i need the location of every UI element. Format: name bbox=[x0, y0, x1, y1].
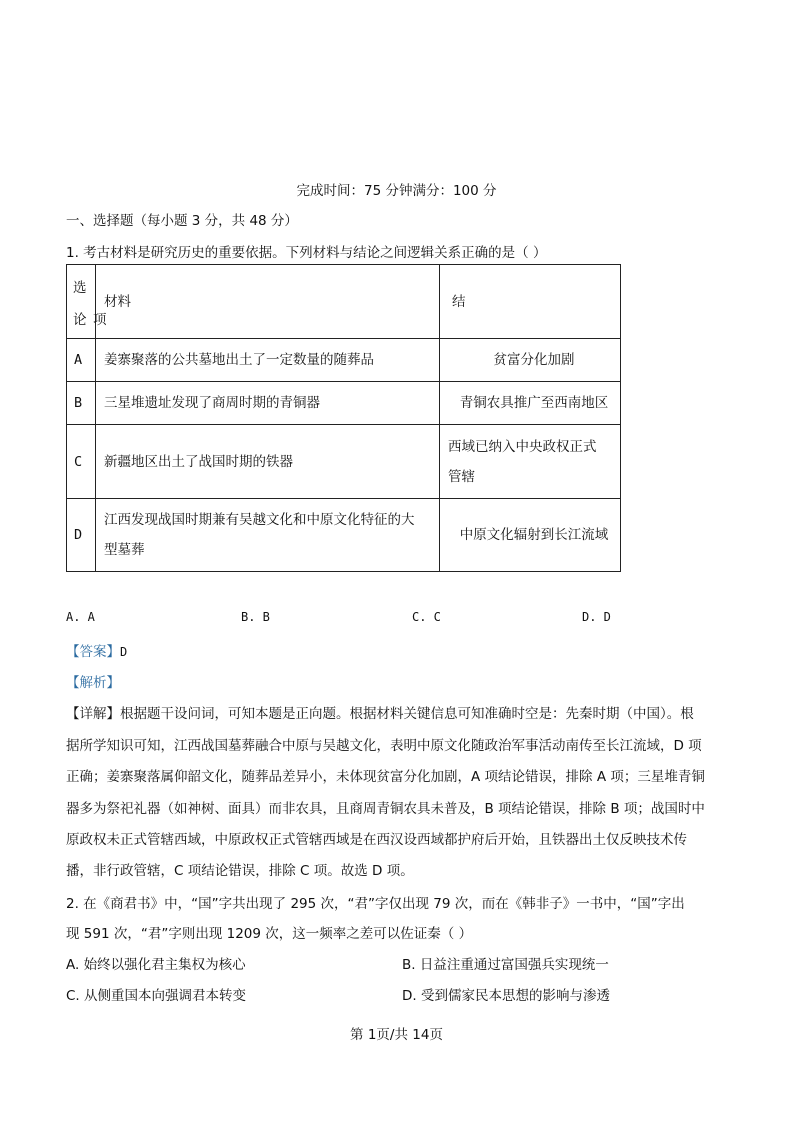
page-footer: 第 1页/共 14页 bbox=[350, 1027, 443, 1043]
explanation-line: 器多为祭祀礼器（如神树、面具）而非农具，且商周青铜农具未普及，B 项结论错误，排除 B 项；战国时中 bbox=[66, 801, 705, 817]
section-title: 一、选择题（每小题 3 分，共 48 分） bbox=[66, 213, 298, 229]
explanation-line: 正确；姜寨聚落属仰韶文化，随葬品差异小，未体现贫富分化加剧，A 项结论错误，排除 A 项；三星堆青铜 bbox=[66, 769, 705, 785]
question-1-table bbox=[66, 264, 621, 572]
explanation-line: 据所学知识可知，江西战国墓葬融合中原与吴越文化，表明中原文化随政治军事活动南传至长江流域，D 项 bbox=[66, 738, 702, 754]
row-option: A bbox=[67, 339, 96, 382]
table-row bbox=[67, 499, 621, 572]
row-material-line-1: 江西发现战国时期兼有吴越文化和中原文化特征的大 bbox=[104, 512, 415, 528]
explanation-line: 原政权未正式管辖西域，中原政权正式管辖西域是在西汉设西域都护府后开始，且铁器出土仅反映技术传 bbox=[66, 832, 687, 848]
row-conclusion: 青铜农具推广至西南地区 bbox=[440, 382, 621, 425]
row-material: 三星堆遗址发现了商周时期的青铜器 bbox=[96, 382, 440, 425]
answer-label: 【答案】 bbox=[66, 644, 120, 660]
header-material-label: 材料 bbox=[104, 294, 131, 310]
explanation-line: 播，非行政管辖，C 项结论错误，排除 C 项。故选 D 项。 bbox=[66, 863, 414, 879]
explanation-line: 【详解】根据题干设问词，可知本题是正向题。根据材料关键信息可知准确时空是：先秦时期（中国）。根 bbox=[66, 706, 694, 722]
q1-choice-a[interactable]: A. A bbox=[66, 610, 95, 624]
table-row bbox=[67, 425, 621, 499]
header-conclusion-cell bbox=[440, 265, 621, 339]
question-2-stem-line-2: 现 591 次，“君”字则出现 1209 次，这一频率之差可以佐证秦（ ） bbox=[66, 926, 473, 942]
q2-choice-b[interactable]: B. 日益注重通过富国强兵实现统一 bbox=[402, 957, 609, 973]
row-material: 姜寨聚落的公共墓地出土了一定数量的随葬品 bbox=[96, 339, 440, 382]
answer-line bbox=[66, 640, 127, 660]
row-material bbox=[96, 499, 440, 572]
row-conclusion-line-1: 西域已纳入中央政权正式 bbox=[448, 438, 597, 455]
row-option: B bbox=[67, 382, 96, 425]
row-option: C bbox=[67, 425, 96, 499]
row-conclusion: 贫富分化加剧 bbox=[440, 339, 621, 382]
row-material-line-2: 型墓葬 bbox=[104, 542, 145, 558]
time-score-info: 完成时间：75 分钟满分：100 分 bbox=[296, 183, 497, 199]
row-material: 新疆地区出土了战国时期的铁器 bbox=[96, 425, 440, 499]
q1-choice-b[interactable]: B. B bbox=[241, 610, 270, 624]
answer-value: D bbox=[120, 645, 128, 659]
question-1-stem: 1. 考古材料是研究历史的重要依据。下列材料与结论之间逻辑关系正确的是（ ） bbox=[66, 245, 547, 261]
question-2-stem-line-1: 2. 在《商君书》中，“国”字共出现了 295 次，“君”字仅出现 79 次，而在《韩非子》一书中，“国”字出 bbox=[66, 896, 685, 912]
table-row bbox=[67, 382, 621, 425]
row-option: D bbox=[67, 499, 96, 572]
table-header-row bbox=[67, 265, 621, 339]
header-option-cell bbox=[67, 265, 96, 339]
q2-choice-c[interactable]: C. 从侧重国本向强调君本转变 bbox=[66, 988, 247, 1004]
q1-choice-d[interactable]: D. D bbox=[582, 610, 611, 624]
analysis-label: 【解析】 bbox=[66, 675, 120, 691]
q1-choice-c[interactable]: C. C bbox=[412, 610, 441, 624]
header-conclusion-label: 结 bbox=[452, 294, 466, 310]
header-material-cell bbox=[93, 265, 440, 339]
q2-choice-d[interactable]: D. 受到儒家民本思想的影响与渗透 bbox=[402, 988, 610, 1004]
row-conclusion bbox=[440, 425, 621, 499]
row-conclusion-line-2: 管辖 bbox=[448, 468, 475, 485]
table-row bbox=[67, 339, 621, 382]
header-option-char-1: 选 bbox=[73, 280, 87, 296]
header-item-char: 项 bbox=[93, 312, 107, 328]
header-option-char-2: 论 bbox=[73, 312, 87, 328]
row-conclusion: 中原文化辐射到长江流域 bbox=[440, 499, 621, 572]
q2-choice-a[interactable]: A. 始终以强化君主集权为核心 bbox=[66, 957, 246, 973]
